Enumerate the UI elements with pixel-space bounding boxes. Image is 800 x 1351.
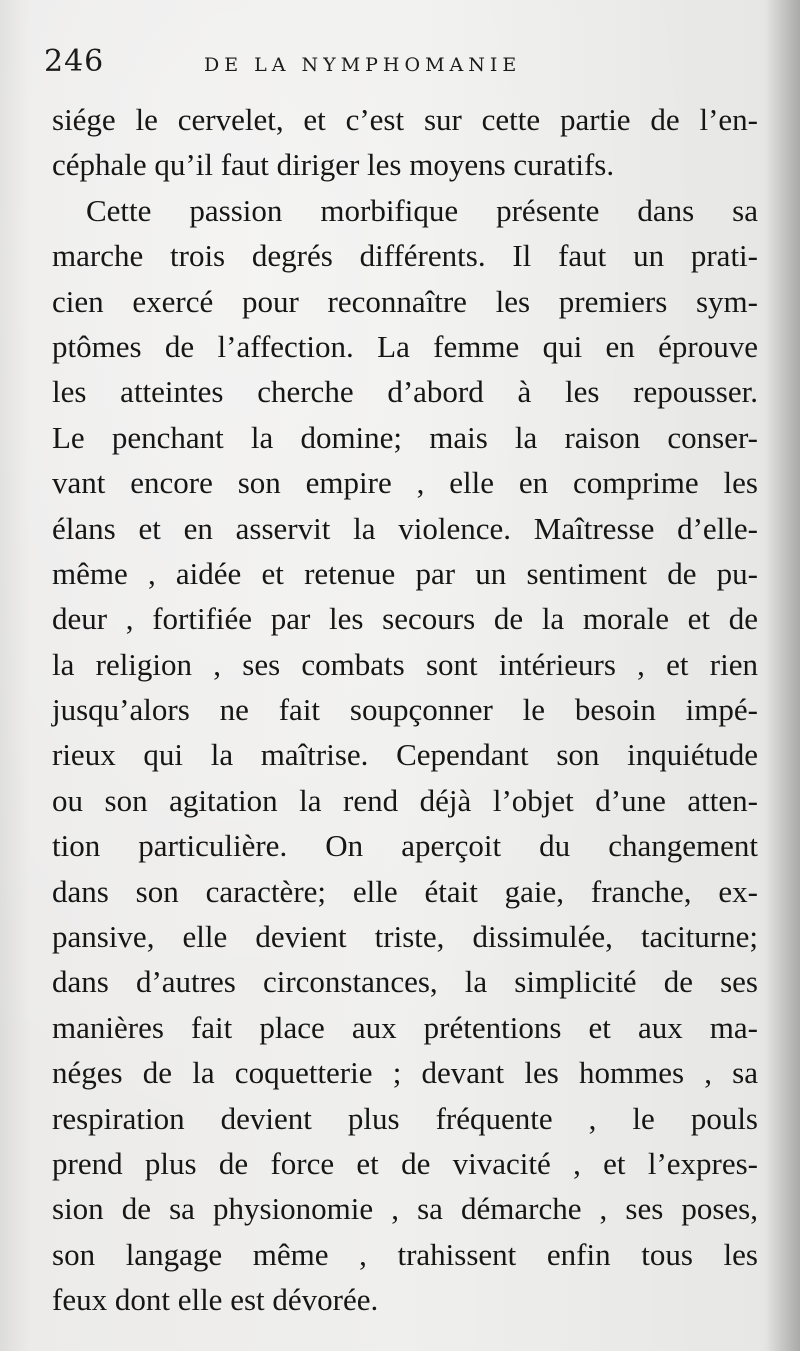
text-line: néges de la coquetterie ; devant les hommes , sa <box>52 1055 758 1091</box>
text-line: élans et en asservit la violence. Maîtresse d’elle- <box>52 510 758 546</box>
text-line: dans son caractère; elle était gaie, franche, ex- <box>52 873 758 909</box>
text-line: sion de sa physionomie , sa démarche , ses poses, <box>52 1191 758 1227</box>
text-line: dans d’autres circonstances, la simplicité de ses <box>52 964 758 1000</box>
running-title: DE LA NYMPHOMANIE <box>204 54 522 76</box>
text-line: prend plus de force et de vivacité , et l’expres- <box>52 1145 758 1181</box>
text-line: ou son agitation la rend déjà l’objet d’une atten- <box>52 782 758 818</box>
text-line: son langage même , trahissent enfin tous les <box>52 1236 758 1272</box>
spine-shadow <box>766 0 800 1351</box>
text-line: tion particulière. On aperçoit du changement <box>52 828 758 864</box>
text-line: manières fait place aux prétentions et aux ma- <box>52 1009 758 1045</box>
text-line: respiration devient plus fréquente , le pouls <box>52 1100 758 1136</box>
text-line: ptômes de l’affection. La femme qui en éprouve <box>52 328 758 364</box>
text-line: siége le cervelet, et c’est sur cette partie de l’en- <box>52 102 758 137</box>
text-line: céphale qu’il faut diriger les moyens curatifs. <box>52 147 615 183</box>
page-number: 246 <box>44 44 105 79</box>
text-line: cien exercé pour reconnaître les premiers sym- <box>52 283 758 319</box>
text-line: Le penchant la domine; mais la raison conser- <box>52 419 758 455</box>
text-line: Cette passion morbifique présente dans sa <box>86 192 758 228</box>
text-line: les atteintes cherche d’abord à les repousser. <box>52 374 758 410</box>
text-line: même , aidée et retenue par un sentiment de pu- <box>52 555 758 591</box>
text-line: la religion , ses combats sont intérieurs , et rien <box>52 646 758 682</box>
text-line: deur , fortifiée par les secours de la morale et de <box>52 601 758 637</box>
text-line: marche trois degrés différents. Il faut un prati- <box>52 238 758 274</box>
text-line: feux dont elle est dévorée. <box>52 1282 379 1318</box>
page-header <box>44 42 604 92</box>
text-line: pansive, elle devient triste, dissimulée, taciturne; <box>52 919 758 955</box>
text-line: rieux qui la maîtrise. Cependant son inquiétude <box>52 737 758 773</box>
body-text <box>52 97 758 1323</box>
text-line: jusqu’alors ne fait soupçonner le besoin impé- <box>52 692 758 728</box>
text-line: vant encore son empire , elle en comprime les <box>52 465 758 501</box>
